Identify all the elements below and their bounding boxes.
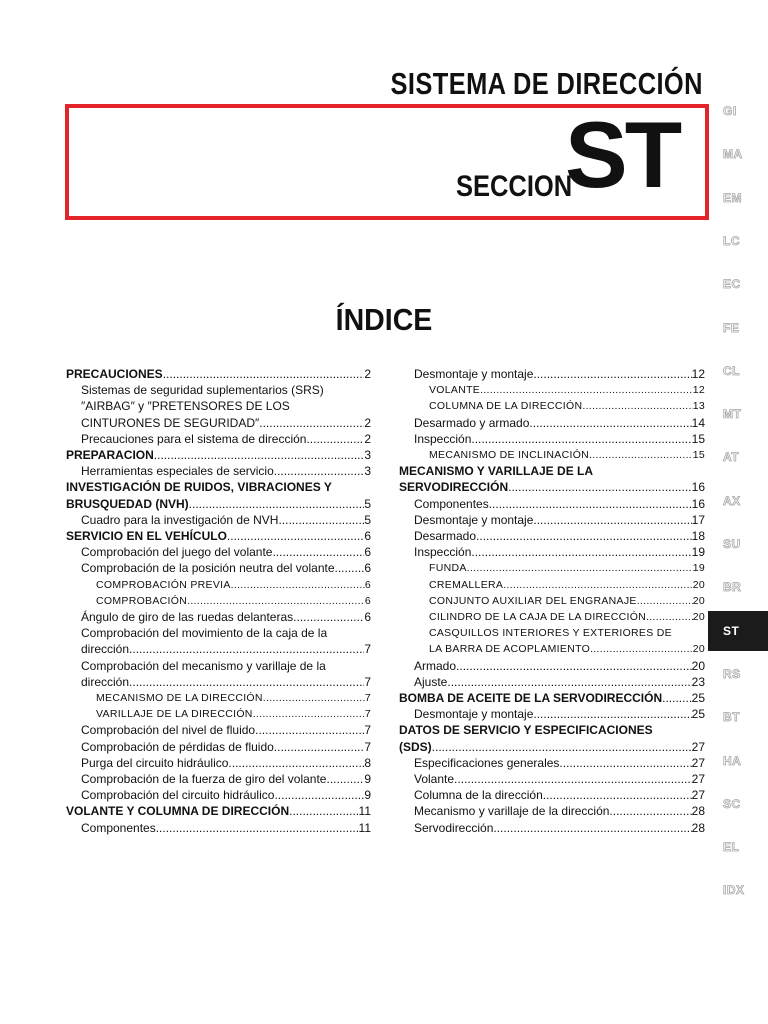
toc-entry-label: dirección	[81, 674, 130, 689]
toc-page-number: 6	[364, 561, 371, 576]
toc-entry[interactable]	[399, 771, 705, 787]
toc-page-number: 5	[364, 512, 371, 527]
toc-entry[interactable]	[399, 787, 705, 803]
toc-page-number: 6	[364, 578, 371, 591]
section-tab-sc[interactable]: SC	[723, 796, 741, 811]
toc-entry[interactable]	[399, 755, 705, 771]
toc-entry[interactable]	[66, 577, 371, 593]
section-tab-ma[interactable]: MA	[723, 147, 743, 162]
toc-page-number: 2	[364, 415, 371, 430]
toc-page-number: 25	[691, 707, 705, 722]
toc-entry[interactable]	[399, 431, 705, 447]
toc-entry[interactable]	[399, 528, 705, 544]
toc-page-number: 8	[364, 755, 371, 770]
toc-entry-continued: Sistemas de seguridad suplementarios (SRS)	[81, 383, 324, 398]
toc-entry[interactable]	[399, 739, 705, 755]
dot-leader	[227, 528, 364, 544]
toc-entry[interactable]	[66, 431, 371, 447]
toc-page-number: 7	[364, 674, 371, 689]
section-tab-fe[interactable]: FE	[723, 320, 740, 335]
toc-page-number: 23	[691, 674, 705, 689]
dot-leader	[272, 544, 364, 560]
toc-page-number: 6	[364, 594, 371, 607]
toc-entry-label: CREMALLERA	[429, 578, 504, 591]
toc-entry-label: Comprobación de la posición neutra del volante	[81, 561, 335, 576]
dot-leader	[559, 755, 691, 771]
toc-page-number: 28	[691, 804, 705, 819]
toc-page-number: 27	[691, 788, 705, 803]
toc-entry-continued: DATOS DE SERVICIO Y ESPECIFICACIONES	[399, 723, 653, 738]
toc-entry-label: Comprobación de pérdidas de fluido	[81, 739, 274, 754]
toc-entry-label: FUNDA	[429, 562, 467, 575]
toc-entry[interactable]	[399, 690, 705, 706]
toc-entry[interactable]	[66, 463, 371, 479]
toc-entry[interactable]	[399, 366, 705, 382]
section-tab-br[interactable]: BR	[723, 580, 742, 595]
toc-page-number: 5	[364, 496, 371, 511]
dot-leader	[493, 820, 691, 836]
toc-entry[interactable]	[66, 820, 371, 836]
toc-entry-label: Especificaciones generales	[414, 755, 560, 770]
toc-page-number: 19	[692, 562, 705, 575]
toc-entry-label: Desmontaje y montaje	[414, 707, 534, 722]
toc-page-number: 18	[691, 529, 705, 544]
dot-leader	[582, 398, 692, 414]
toc-entry[interactable]	[66, 447, 371, 463]
section-tab-cl[interactable]: CL	[723, 363, 740, 378]
toc-page-number: 15	[691, 431, 705, 446]
toc-page-number: 11	[358, 804, 371, 819]
toc-entry[interactable]	[399, 593, 705, 609]
toc-entry-label: PRECAUCIONES	[66, 367, 163, 381]
toc-entry-label: Ángulo de giro de las ruedas delanteras	[81, 610, 294, 625]
toc-page-number: 11	[358, 820, 371, 835]
dot-leader	[454, 771, 692, 787]
index-heading: ÍNDICE	[335, 302, 433, 337]
toc-entry-continued: ″AIRBAG″ y ″PRETENSORES DE LOS	[81, 399, 290, 414]
toc-entry[interactable]	[66, 528, 371, 544]
toc-entry[interactable]	[399, 544, 705, 560]
toc-entry-label: COMPROBACIÓN PREVIA	[96, 578, 231, 591]
dot-leader	[480, 382, 693, 398]
dot-leader	[231, 577, 365, 593]
toc-entry[interactable]	[399, 560, 705, 576]
toc-entry[interactable]	[399, 398, 705, 414]
toc-entry[interactable]	[66, 415, 371, 431]
toc-entry-label: Comprobación del circuito hidráulico	[81, 788, 275, 803]
toc-entry-label: VOLANTE Y COLUMNA DE DIRECCIÓN	[66, 804, 290, 819]
section-tab-ax[interactable]: AX	[723, 493, 741, 508]
toc-entry-label: VOLANTE	[429, 384, 481, 397]
toc-entry-label: MECANISMO DE INCLINACIÓN	[429, 449, 590, 462]
toc-entry[interactable]	[399, 415, 705, 431]
toc-entry-label: BOMBA DE ACEITE DE LA SERVODIRECCIÓN	[399, 691, 663, 706]
toc-entry-label: Precauciones para el sistema de dirección	[81, 431, 307, 446]
toc-page-number: 6	[364, 529, 371, 544]
dot-leader	[253, 706, 365, 722]
toc-page-number: 2	[364, 367, 371, 381]
toc-entry-label: Componentes	[81, 820, 156, 835]
dot-leader	[529, 415, 691, 431]
toc-page-number: 9	[364, 788, 371, 803]
dot-leader	[274, 463, 365, 479]
dot-leader	[278, 512, 364, 528]
toc-entry-continued: INVESTIGACIÓN DE RUIDOS, VIBRACIONES Y	[66, 480, 332, 495]
dot-leader	[326, 771, 364, 787]
dot-leader	[335, 560, 365, 576]
section-tab-bt[interactable]: BT	[723, 710, 740, 725]
toc-entry-label: Desarmado	[414, 529, 477, 544]
toc-entry-label: Componentes	[414, 496, 489, 511]
section-tab-at[interactable]: AT	[723, 450, 740, 465]
toc-entry-label: PREPARACION	[66, 448, 154, 463]
toc-entry[interactable]	[66, 641, 371, 657]
toc-page-number: 14	[691, 415, 705, 430]
toc-entry[interactable]	[66, 706, 371, 722]
toc-entry-label: CILINDRO DE LA CAJA DE LA DIRECCIÓN	[429, 611, 647, 624]
toc-entry-label: Armado	[414, 658, 457, 673]
toc-right-column	[399, 366, 705, 836]
toc-entry[interactable]	[66, 755, 371, 771]
toc-entry-continued: Comprobación del movimiento de la caja de la	[81, 626, 328, 641]
toc-page-number: 7	[364, 642, 371, 657]
dot-leader	[189, 496, 365, 512]
toc-page-number: 12	[692, 384, 705, 397]
toc-entry-label: SERVODIRECCIÓN	[399, 480, 509, 495]
section-tab-em[interactable]: EM	[723, 190, 742, 205]
dot-leader	[471, 431, 691, 447]
toc-entry[interactable]	[66, 803, 371, 819]
toc-entry[interactable]	[66, 544, 371, 560]
dot-leader	[508, 479, 692, 495]
dot-leader	[274, 787, 364, 803]
dot-leader	[533, 706, 691, 722]
toc-page-number: 20	[691, 658, 705, 673]
toc-entry[interactable]	[399, 577, 705, 593]
toc-entry[interactable]	[66, 609, 371, 625]
dot-leader	[489, 496, 692, 512]
toc-entry-label: Desmontaje y montaje	[414, 512, 534, 527]
toc-page-number: 6	[364, 545, 371, 560]
toc-page-number: 16	[691, 496, 705, 511]
section-tab-gi[interactable]: GI	[723, 104, 737, 118]
dot-leader	[637, 593, 693, 609]
toc-page-number: 7	[364, 739, 371, 754]
toc-entry-label: Cuadro para la investigación de NVH	[81, 512, 279, 527]
dot-leader	[609, 803, 691, 819]
toc-entry-label: Columna de la dirección	[414, 788, 543, 803]
toc-page-number: 20	[692, 643, 705, 656]
toc-entry-label: Comprobación del nivel de fluido	[81, 723, 256, 738]
toc-entry-continued: Comprobación del mecanismo y varillaje de la	[81, 658, 326, 673]
dot-leader	[456, 658, 692, 674]
dot-leader	[289, 803, 358, 819]
dot-leader	[471, 544, 691, 560]
section-tab-ec[interactable]: EC	[723, 277, 741, 292]
toc-page-number: 9	[364, 772, 371, 787]
toc-page-number: 13	[692, 400, 705, 413]
toc-left-column	[66, 366, 371, 836]
toc-page-number: 3	[364, 448, 371, 463]
dot-leader	[432, 739, 692, 755]
toc-page-number: 19	[691, 545, 705, 560]
toc-page-number: 7	[364, 723, 371, 738]
dot-leader	[129, 674, 364, 690]
toc-entry-label: Comprobación de la fuerza de giro del volante	[81, 772, 327, 787]
dot-leader	[467, 560, 693, 576]
toc-entry-label: Purga del circuito hidráulico	[81, 755, 229, 770]
toc-entry[interactable]	[66, 690, 371, 706]
toc-entry-label: LA BARRA DE ACOPLAMIENTO	[429, 643, 591, 656]
section-tab-su[interactable]: SU	[723, 537, 741, 551]
dot-leader	[274, 739, 365, 755]
dot-leader	[163, 366, 365, 382]
section-tab-rs[interactable]: RS	[723, 666, 741, 681]
dot-leader	[255, 722, 364, 738]
dot-leader	[646, 609, 693, 625]
dot-leader	[476, 528, 692, 544]
dot-leader	[589, 447, 693, 463]
toc-entry-label: SERVICIO EN EL VEHÍCULO	[66, 529, 227, 544]
toc-entry[interactable]	[399, 641, 705, 657]
dot-leader	[447, 674, 691, 690]
section-code: ST	[565, 102, 680, 207]
section-tab-idx[interactable]: IDX	[723, 883, 745, 898]
toc-entry[interactable]	[399, 674, 705, 690]
toc-page-number: 12	[691, 367, 705, 381]
toc-entry-label: Volante	[414, 772, 455, 787]
toc-page-number: 20	[692, 594, 705, 607]
toc-entry-label: Inspección	[414, 545, 472, 560]
toc-entry[interactable]	[66, 512, 371, 528]
toc-entry[interactable]	[66, 366, 371, 382]
toc-entry[interactable]	[66, 771, 371, 787]
toc-entry-label: Ajuste	[414, 674, 448, 689]
dot-leader	[533, 366, 691, 382]
toc-entry[interactable]	[399, 658, 705, 674]
toc-page-number: 7	[364, 708, 371, 721]
dot-leader	[228, 755, 364, 771]
toc-entry[interactable]	[66, 593, 371, 609]
dot-leader	[263, 690, 365, 706]
toc-entry-label: CINTURONES DE SEGURIDAD″	[81, 415, 260, 430]
dot-leader	[156, 820, 359, 836]
toc-entry-label: VARILLAJE DE LA DIRECCIÓN	[96, 708, 253, 721]
toc-entry[interactable]	[399, 447, 705, 463]
toc-entry[interactable]	[399, 609, 705, 625]
section-tab-mt[interactable]: MT	[723, 407, 742, 422]
section-title: SISTEMA DE DIRECCIÓN	[390, 66, 703, 101]
toc-entry-label: (SDS)	[399, 739, 432, 754]
toc-entry[interactable]	[66, 722, 371, 738]
toc-entry-continued: CASQUILLOS INTERIORES Y EXTERIORES DE	[429, 627, 672, 640]
dot-leader	[293, 609, 364, 625]
toc-entry-label: COLUMNA DE LA DIRECCIÓN	[429, 400, 583, 413]
dot-leader	[533, 512, 691, 528]
toc-entry-label: Servodirección	[414, 820, 494, 835]
toc-entry[interactable]	[66, 560, 371, 576]
toc-entry-label: Desmontaje y montaje	[414, 367, 534, 381]
dot-leader	[543, 787, 692, 803]
toc-entry-label: Herramientas especiales de servicio	[81, 464, 274, 479]
dot-leader	[129, 641, 364, 657]
toc-page-number: 27	[691, 772, 705, 787]
toc-entry[interactable]	[399, 496, 705, 512]
toc-entry[interactable]	[66, 674, 371, 690]
toc-page-number: 15	[692, 449, 705, 462]
toc-page-number: 25	[691, 691, 705, 706]
toc-page-number: 17	[691, 512, 705, 527]
toc-page-number: 20	[692, 611, 705, 624]
toc-entry-label: Comprobación del juego del volante	[81, 545, 273, 560]
toc-page-number: 27	[691, 755, 705, 770]
dot-leader	[187, 593, 365, 609]
toc-entry[interactable]	[399, 803, 705, 819]
toc-entry[interactable]	[399, 706, 705, 722]
dot-leader	[662, 690, 692, 706]
section-word: SECCION	[456, 170, 573, 203]
dot-leader	[503, 577, 693, 593]
dot-leader	[259, 415, 364, 431]
toc-page-number: 28	[691, 820, 705, 835]
section-tab-lc[interactable]: LC	[723, 233, 740, 248]
section-tab-st[interactable]: ST	[708, 611, 768, 651]
dot-leader	[590, 641, 693, 657]
toc-entry-label: CONJUNTO AUXILIAR DEL ENGRANAJE	[429, 594, 637, 607]
toc-entry[interactable]	[66, 739, 371, 755]
section-tab-el[interactable]: EL	[723, 840, 740, 855]
toc-entry[interactable]	[399, 820, 705, 836]
section-tab-ha[interactable]: HA	[723, 753, 742, 768]
toc-page-number: 6	[364, 610, 371, 625]
toc-entry-label: Inspección	[414, 431, 472, 446]
toc-entry[interactable]	[399, 512, 705, 528]
toc-page-number: 20	[692, 578, 705, 591]
toc-entry[interactable]	[399, 382, 705, 398]
toc-entry[interactable]	[66, 496, 371, 512]
toc-page-number: 3	[364, 464, 371, 479]
toc-page-number: 7	[364, 692, 371, 705]
dot-leader	[154, 447, 365, 463]
toc-entry-label: Desarmado y armado	[414, 415, 530, 430]
toc-entry-continued: MECANISMO Y VARILLAJE DE LA	[399, 464, 594, 479]
toc-page-number: 27	[691, 739, 705, 754]
toc-entry-label: dirección	[81, 642, 130, 657]
dot-leader	[306, 431, 364, 447]
toc-page-number: 16	[691, 480, 705, 495]
toc-page-number: 2	[364, 431, 371, 446]
toc-entry-label: MECANISMO DE LA DIRECCIÓN	[96, 692, 263, 705]
toc-entry-label: COMPROBACIÓN	[96, 594, 188, 607]
toc-entry[interactable]	[66, 787, 371, 803]
toc-entry[interactable]	[399, 479, 705, 495]
toc-entry-label: BRUSQUEDAD (NVH)	[66, 496, 189, 511]
toc-entry-label: Mecanismo y varillaje de la dirección	[414, 804, 610, 819]
